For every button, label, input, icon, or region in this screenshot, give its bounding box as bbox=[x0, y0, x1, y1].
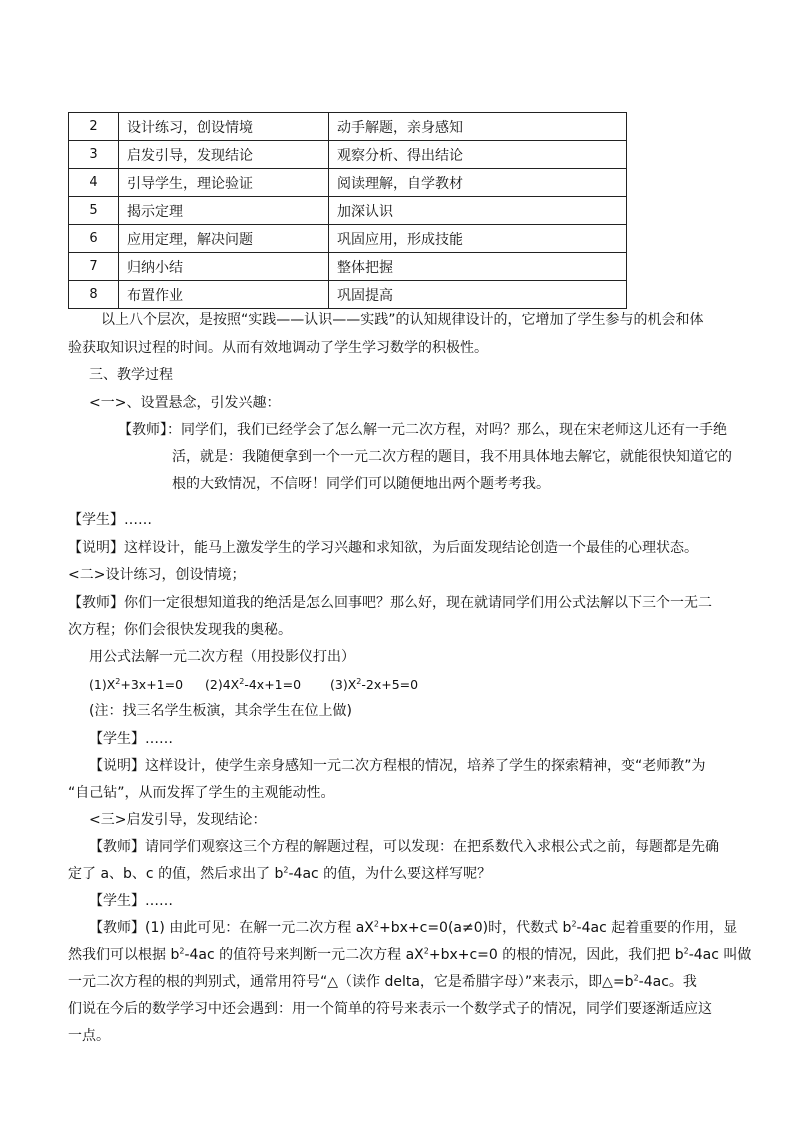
teaching-steps-table bbox=[68, 112, 627, 309]
s1-teacher-line-2: 活，就是：我随便拿到一个一元二次方程的题目，我不用具体地去解它，就能很快知道它的 bbox=[172, 449, 732, 465]
step-name-cell: 揭示定理 bbox=[119, 197, 329, 225]
step-goal-cell: 动手解题，亲身感知 bbox=[329, 113, 627, 141]
equation-2: $(2)4X^2-4x+1=0$ bbox=[205, 676, 302, 692]
s2-note-line-2: “自己钻”，从而发挥了学生的主观能动性。 bbox=[68, 785, 335, 801]
s2-board-note: (注：找三名学生板演，其余学生在位上做) bbox=[89, 703, 352, 719]
table-row bbox=[69, 141, 627, 169]
subsection-1-title: <一>、设置悬念，引发兴趣： bbox=[89, 395, 281, 411]
s2-teacher-line-1: 【教师】你们一定很想知道我的绝活是怎么回事吧？那么好，现在就请同学们用公式法解以下三个一无二 bbox=[68, 595, 712, 611]
step-goal-cell: 观察分析、得出结论 bbox=[329, 141, 627, 169]
step-name-cell: 设计练习，创设情境 bbox=[119, 113, 329, 141]
step-goal-cell: 整体把握 bbox=[329, 253, 627, 281]
subsection-2-title: <二>设计练习，创设情境； bbox=[68, 567, 246, 583]
step-name-cell: 引导学生，理论验证 bbox=[119, 169, 329, 197]
step-number-cell: 7 bbox=[69, 253, 119, 281]
s1-teacher-line-3: 根的大致情况，不信呀！同学们可以随便地出两个题考考我。 bbox=[172, 476, 550, 492]
step-number-cell: 6 bbox=[69, 225, 119, 253]
s3-teacher-line-6: 们说在今后的数学学习中还会遇到：用一个简单的符号来表示一个数学式子的情况，同学们要逐渐适应这 bbox=[68, 1001, 712, 1017]
subsection-3-title: <三>启发引导，发现结论： bbox=[89, 812, 267, 828]
step-goal-cell: 巩固应用，形成技能 bbox=[329, 225, 627, 253]
table-row bbox=[69, 225, 627, 253]
s3-teacher-line-4: 然我们可以根据 $b^2-4ac$ 的值符号来判断一元二次方程 $aX^2+bx+c=0$ 的根的情况，因此，我们把 $b^2-4ac$ 叫做 bbox=[68, 946, 752, 963]
step-name-cell: 应用定理，解决问题 bbox=[119, 225, 329, 253]
s3-student-line: 【学生】…… bbox=[89, 893, 173, 909]
s1-teacher-line-1: 【教师】：同学们，我们已经学会了怎么解一元二次方程，对吗？那么，现在宋老师这儿还有一手绝 bbox=[118, 422, 727, 438]
step-name-cell: 布置作业 bbox=[119, 281, 329, 309]
step-goal-cell: 巩固提高 bbox=[329, 281, 627, 309]
s2-note-line-1: 【说明】这样设计，使学生亲身感知一元二次方程根的情况，培养了学生的探索精神，变“老师教”为 bbox=[89, 758, 706, 774]
table-row bbox=[69, 281, 627, 309]
summary-line-1: 以上八个层次，是按照“实践——认识——实践”的认知规律设计的，它增加了学生参与的机会和体 bbox=[101, 312, 704, 328]
s3-teacher-line-2: 定了 a、b、c 的值，然后求出了 $b^2-4ac$ 的值，为什么要这样写呢？ bbox=[68, 865, 492, 882]
equation-3: $(3)X^2-2x+5=0$ bbox=[330, 676, 419, 692]
step-name-cell: 启发引导，发现结论 bbox=[119, 141, 329, 169]
s3-teacher-line-1: 【教师】请同学们观察这三个方程的解题过程，可以发现：在把系数代入求根公式之前，每题都是先确 bbox=[89, 839, 719, 855]
step-number-cell: 3 bbox=[69, 141, 119, 169]
step-number-cell: 5 bbox=[69, 197, 119, 225]
s1-student-line: 【学生】…… bbox=[68, 512, 152, 528]
summary-line-2: 验获取知识过程的时间。从而有效地调动了学生学习数学的积极性。 bbox=[68, 340, 488, 356]
step-number-cell: 2 bbox=[69, 113, 119, 141]
table-row bbox=[69, 253, 627, 281]
step-number-cell: 4 bbox=[69, 169, 119, 197]
equation-1: $(1)X^2+3x+1=0$ bbox=[89, 676, 184, 692]
step-goal-cell: 阅读理解，自学教材 bbox=[329, 169, 627, 197]
section-heading-teaching-process: 三、教学过程 bbox=[89, 367, 173, 383]
table-row bbox=[69, 113, 627, 141]
s3-teacher-line-5: 一元二次方程的根的判别式，通常用符号“△（读作 delta，它是希腊字母）”来表示，即$\triangle=b^2-4ac$。我 bbox=[68, 973, 697, 990]
s2-teacher-line-2: 次方程；你们会很快发现我的奥秘。 bbox=[68, 622, 292, 638]
s3-teacher-line-7: 一点。 bbox=[68, 1028, 110, 1044]
s3-teacher-line-3: 【教师】(1) 由此可见：在解一元二次方程 $aX^2+bx+c=0(a\ne 0)$时，代数式 $b^2-4ac$ 起着重要的作用，显 bbox=[89, 919, 738, 936]
step-goal-cell: 加深认识 bbox=[329, 197, 627, 225]
table-row bbox=[69, 197, 627, 225]
s2-task-line: 用公式法解一元二次方程（用投影仪打出） bbox=[89, 649, 355, 665]
s2-student-line: 【学生】…… bbox=[89, 731, 173, 747]
step-name-cell: 归纳小结 bbox=[119, 253, 329, 281]
s1-note-line: 【说明】这样设计，能马上激发学生的学习兴趣和求知欲，为后面发现结论创造一个最佳的心理状态。 bbox=[68, 540, 698, 556]
step-number-cell: 8 bbox=[69, 281, 119, 309]
table-row bbox=[69, 169, 627, 197]
